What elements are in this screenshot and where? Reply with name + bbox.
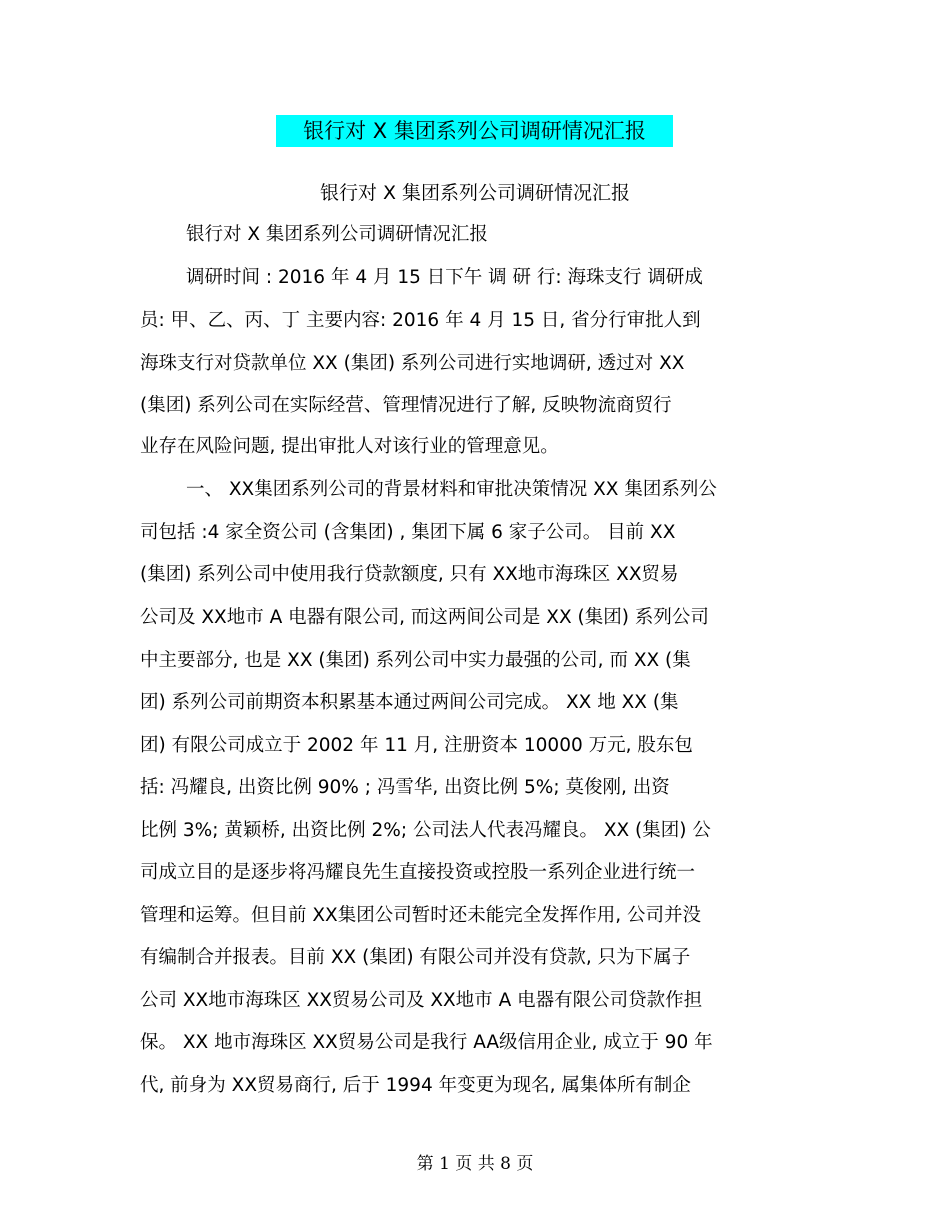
- body-line: (集团) 系列公司在实际经营、管理情况进行了解, 反映物流商贸行: [140, 395, 672, 416]
- body-line: 代, 前身为 XX贸易商行, 后于 1994 年变更为现名, 属集体所有制企: [140, 1075, 691, 1096]
- body-line: 团) 系列公司前期资本积累基本通过两间公司完成。 XX 地 XX (集: [140, 692, 679, 713]
- body-line: 一、 XX集团系列公司的背景材料和审批决策情况 XX 集团系列公: [186, 479, 717, 500]
- body-line: 管理和运筹。但目前 XX集团公司暂时还未能完全发挥作用, 公司并没: [140, 905, 701, 926]
- body-line: 海珠支行对贷款单位 XX (集团) 系列公司进行实地调研, 透过对 XX: [140, 353, 685, 374]
- body-line: 公司 XX地市海珠区 XX贸易公司及 XX地市 A 电器有限公司贷款作担: [140, 990, 703, 1011]
- body-line: 员: 甲、乙、丙、丁 主要内容: 2016 年 4 月 15 日, 省分行审批人到: [140, 310, 701, 331]
- body-line: (集团) 系列公司中使用我行贷款额度, 只有 XX地市海珠区 XX贸易: [140, 564, 679, 585]
- body-line: 银行对 X 集团系列公司调研情况汇报: [186, 224, 488, 245]
- body-line: 团) 有限公司成立于 2002 年 11 月, 注册资本 10000 万元, 股东包: [140, 735, 693, 756]
- body-line: 比例 3%; 黄颖桥, 出资比例 2%; 公司法人代表冯耀良。 XX (集团) 公: [140, 820, 711, 841]
- body-line: 保。 XX 地市海珠区 XX贸易公司是我行 AA级信用企业, 成立于 90 年: [140, 1032, 713, 1053]
- body-line: 司包括 :4 家全资公司 (含集团) , 集团下属 6 家子公司。 目前 XX: [140, 522, 676, 543]
- body-line: 司成立目的是逐步将冯耀良先生直接投资或控股一系列企业进行统一: [140, 862, 696, 883]
- body-line: 中主要部分, 也是 XX (集团) 系列公司中实力最强的公司, 而 XX (集: [140, 650, 691, 671]
- body-line: 公司及 XX地市 A 电器有限公司, 而这两间公司是 XX (集团) 系列公司: [140, 607, 709, 628]
- body-line: 括: 冯耀良, 出资比例 90% ; 冯雪华, 出资比例 5%; 莫俊刚, 出资: [140, 777, 670, 798]
- page-indicator: 第 1 页 共 8 页: [416, 1154, 534, 1174]
- document-title: 银行对 X 集团系列公司调研情况汇报: [276, 115, 673, 147]
- body-line: 有编制合并报表。目前 XX (集团) 有限公司并没有贷款, 只为下属子: [140, 947, 691, 968]
- document-subtitle: 银行对 X 集团系列公司调研情况汇报: [319, 182, 631, 204]
- body-line: 调研时间 : 2016 年 4 月 15 日下午 调 研 行: 海珠支行 调研成: [186, 267, 703, 288]
- body-line: 业存在风险问题, 提出审批人对该行业的管理意见。: [140, 436, 559, 457]
